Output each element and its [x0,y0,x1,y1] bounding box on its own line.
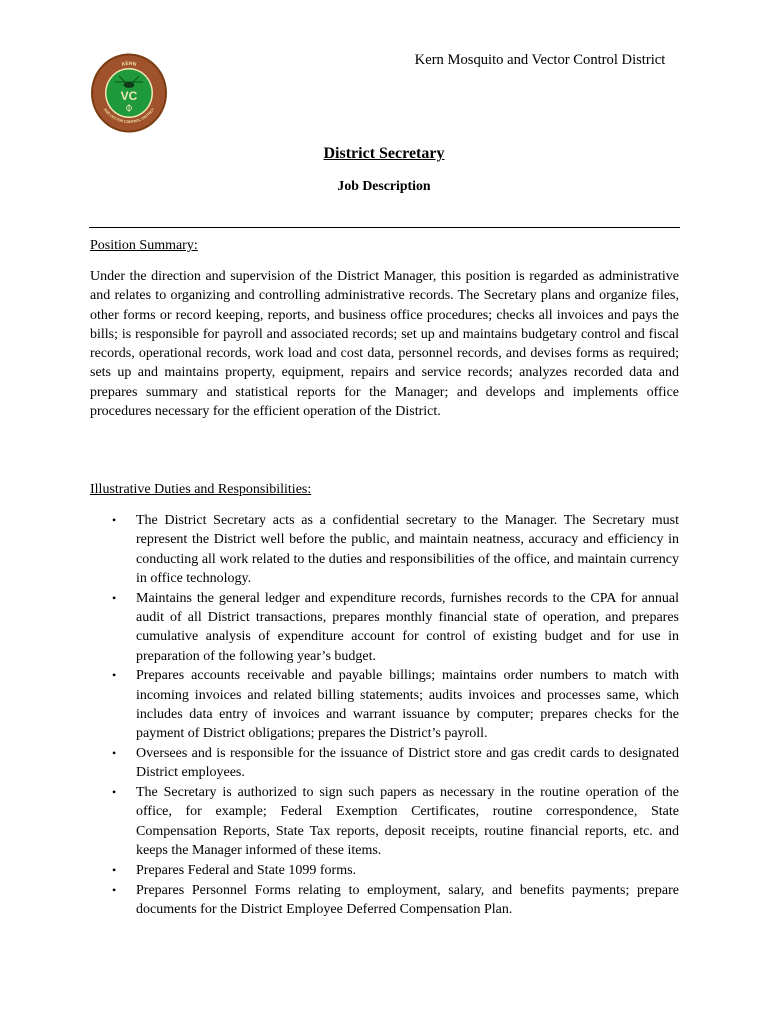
bullet-icon: • [112,882,117,897]
duty-text: Oversees and is responsible for the issuance of District store and gas credit cards to designated District employees. [136,746,679,781]
bullet-icon: • [112,862,117,877]
duty-item [90,511,679,588]
bullet-icon: • [112,746,117,761]
seal-ring-bottom-text: AND VECTOR CONTROL DISTRICT [102,107,156,125]
duty-item [90,881,679,920]
duty-item [90,861,679,880]
duty-text: Prepares accounts receivable and payable billings; maintains order numbers to match with incoming invoices and related billing statements; audits invoices and processes same, which includes data entry of invoices and warrant issuance by computer; prepares checks for the payment of District obligations; prepares the District’s payroll. [136,668,679,742]
document-subtitle: Job Description [337,178,431,193]
horizontal-divider [89,227,680,228]
duties-heading: Illustrative Duties and Responsibilities: [90,482,312,497]
duty-item [90,783,679,860]
seal-graphic [89,52,169,134]
duty-item [90,666,679,743]
bullet-icon: • [112,590,117,605]
duty-text: Prepares Federal and State 1099 forms. [136,862,357,878]
duty-text: Prepares Personnel Forms relating to employment, salary, and benefits payments; prepare documents for the District Employee Deferred Compensation Plan. [136,882,679,917]
document-title: District Secretary [323,145,445,162]
position-summary-heading: Position Summary: [90,238,198,253]
duty-item [90,589,679,666]
duty-text: The District Secretary acts as a confidential secretary to the Manager. The Secretary must represent the District well before the public, and maintain neatness, accuracy and efficiency in conducting all work related to the duties and responsibilities of the office, and maintain currency in office technology. [136,513,679,586]
bullet-icon: • [112,785,117,800]
bullet-icon: • [112,668,117,683]
seal-center-text: VC [120,89,138,103]
seal-ring-top-text: KERN [121,60,137,68]
district-seal-logo [89,52,169,134]
duty-text: Maintains the general ledger and expenditure records, furnishes records to the CPA for annual audit of all District transactions, prepares monthly financial state of operation, and prepares cumulative analysis of expenditure account for control of existing budget and for use in preparation of the following year’s budget. [136,590,679,664]
duty-item [90,744,679,783]
svg-text:KERN [121,61,137,68]
organization-name: Kern Mosquito and Vector Control District [414,52,666,68]
duty-text: The Secretary is authorized to sign such papers as necessary in the routine operation of the office, for example; Federal Exemption Certificates, routine correspondence, State Compensation Reports, State Tax reports, deposit receipts, routine financial reports, etc. and keeps the Manager informed of these items. [136,785,679,859]
position-summary-text: Under the direction and supervision of the District Manager, this position is regarded as administrative and relates to organizing and controlling administrative records. The Secretary plans and organize files, other forms or record keeping, reports, and business office procedures; checks all invoices and pays the bills; is responsible for payroll and associated records; set up and maintains budgetary control and fiscal records, operational records, work load and cost data, personnel records, and devises forms as required; sets up and maintains property, equipment, repairs and service records; analyzes recorded data and prepares summary and statistical reports for the Manager; and develops and implements office procedures necessary for the efficient operation of the District. [90,269,679,420]
bullet-icon: • [112,513,117,527]
duties-list [90,511,679,920]
